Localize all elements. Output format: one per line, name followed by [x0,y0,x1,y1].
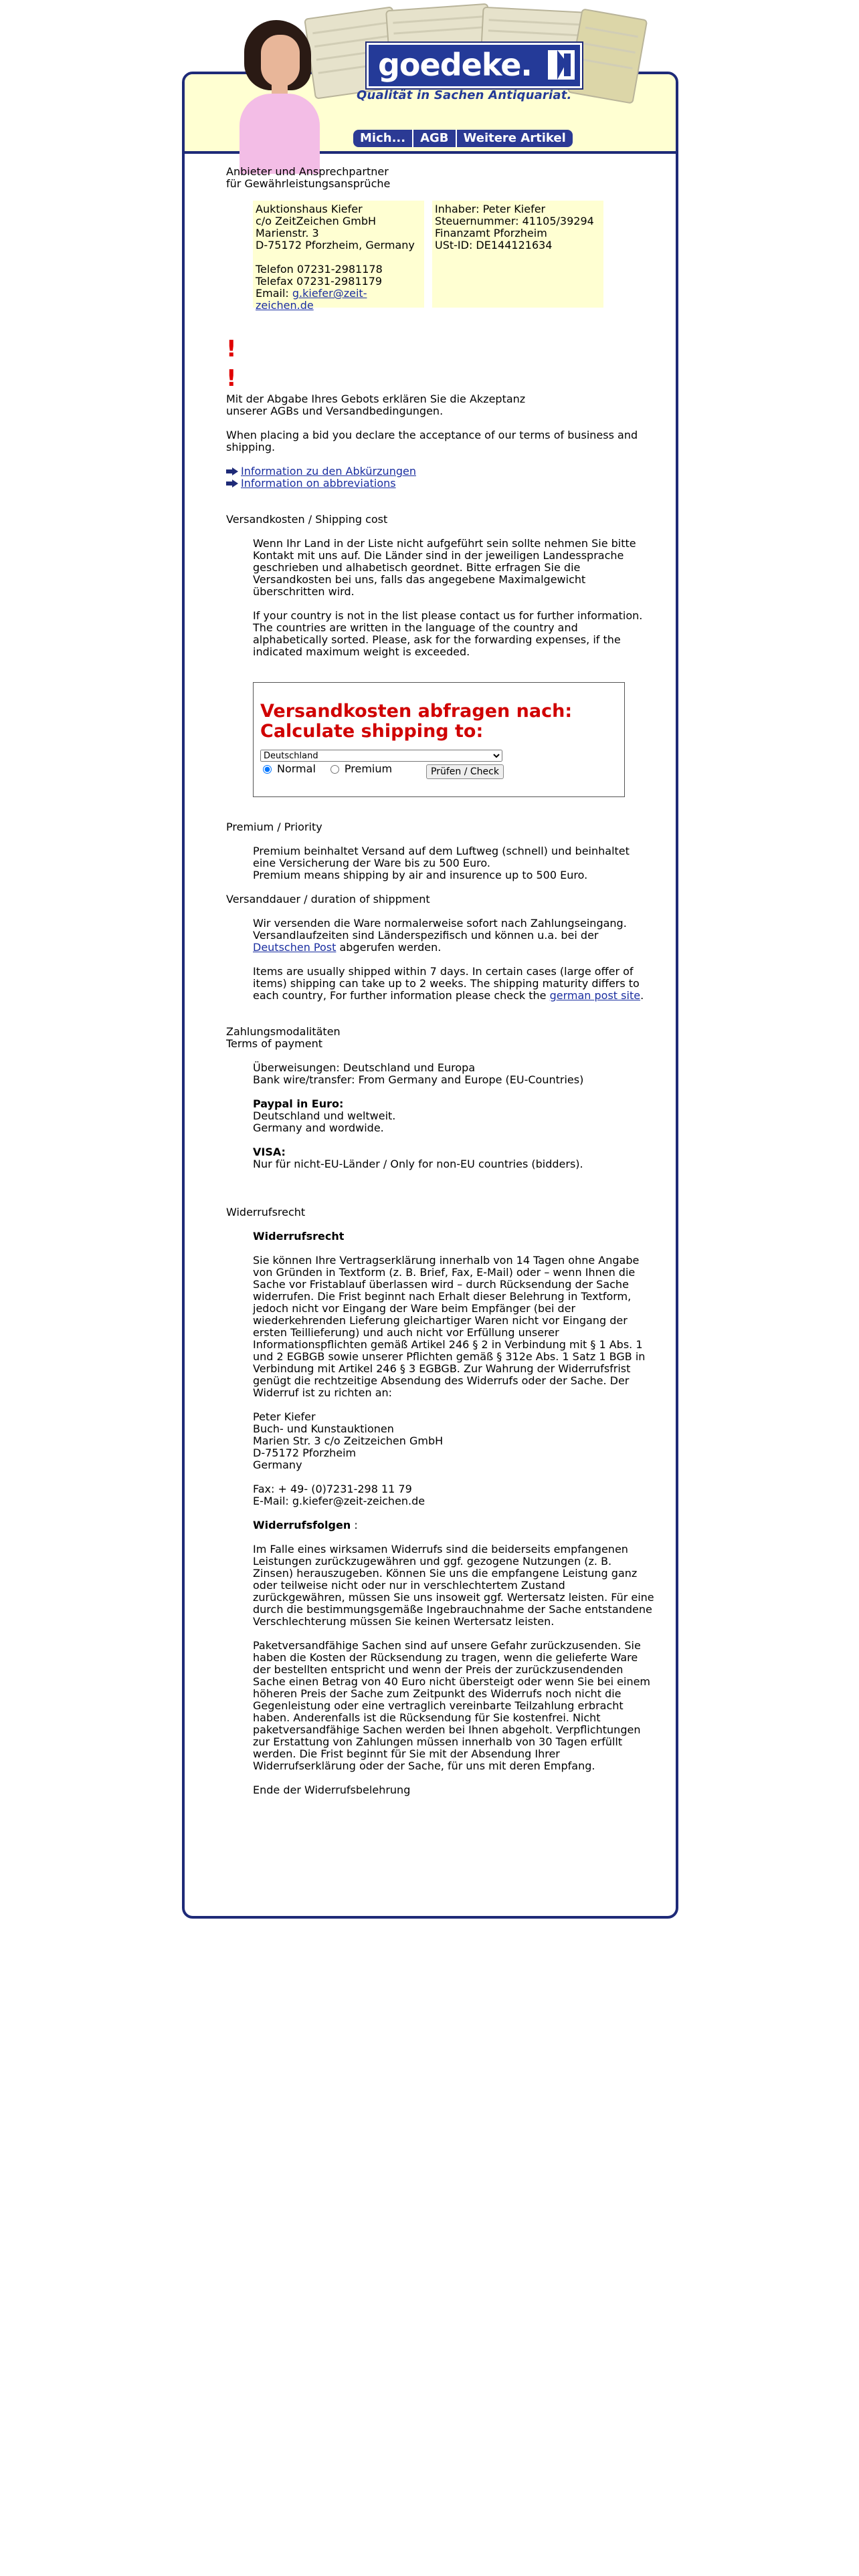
shipping-calc-title-en: Calculate shipping to: [260,721,484,742]
nav-item-agb[interactable]: AGB [413,130,456,147]
duration-en-text: Items are usually shipped within 7 days. In certain cases (large offer of items) shipping can take up to 2 weeks. The shipping maturity differs to each country, For further information please check the [253,965,640,1002]
notice-de-line-1: Mit der Abgabe Ihres Gebots erklären Sie die Akzeptanz [226,393,526,405]
visa-text: Nur für nicht-EU-Länder / Only for non-EU countries (bidders). [253,1158,583,1170]
main-nav [353,130,573,147]
visa-title-text: VISA: [253,1146,286,1158]
imprint-address-box [253,201,424,312]
deutsche-post-link[interactable]: Deutschen Post [253,941,337,954]
radio-premium[interactable] [330,765,339,774]
premium-heading: Premium / Priority [226,821,322,833]
visa-title [253,1146,654,1158]
payment-heading: Zahlungsmodalitäten [226,1025,341,1038]
site-header [0,0,859,160]
exclamation-icon: ! [226,365,237,392]
duration-text-de [253,918,654,954]
tax-number: Steuernummer: 41105/39294 [435,215,594,227]
imprint-legal-box [432,201,603,308]
consequences-title-text: Widerrufsfolgen [253,1519,351,1531]
paypal-title-text: Paypal in Euro: [253,1097,344,1110]
shipping-heading: Versandkosten / Shipping cost [226,513,388,526]
withdrawal-title-text: Widerrufsrecht [253,1230,345,1243]
owner: Inhaber: Peter Kiefer [435,203,546,215]
shipping-text-de: Wenn Ihr Land in der Liste nicht aufgeführt sein sollte nehmen Sie bitte Kontakt mit uns auf. Die Länder sind in der jeweiligen Landessprache geschrieben und alhabetisch geordnet. Bitte erfragen Sie die Versandkosten bei uns, falls das angegebene Maximalgewicht überschritten wird. [253,537,636,598]
company-name: Auktionshaus Kiefer [256,203,363,215]
shipping-text-en: If your country is not in the list please contact us for further information. The countries are written in the language of the country and alphabetically sorted. Please, ask for the forwarding expenses, if the indicated maximum weight is exceeded. [253,609,643,658]
withdrawal-address-2: Buch- und Kunstauktionen [253,1422,394,1435]
withdrawal-end: Ende der Widerrufsbelehrung [253,1784,411,1796]
shipping-calc-title: Versandkosten abfragen nach: [260,701,573,722]
transfer-de: Überweisungen: Deutschland und Europa [253,1061,476,1074]
consequences-text-2: Paketversandfähige Sachen sind auf unsere Gefahr zurückzusenden. Sie haben die Kosten der Rücksendung zu tragen, wenn die gelieferte Ware der bestellten entspricht und wenn der Preis der zurückzusendenden Sache einen Betrag von 40 Euro nicht übersteigt oder wenn Sie bei einem höheren Preis der Sache zum Zeitpunkt des Widerrufs noch nicht die Gegenleistung oder eine vertraglich vereinbarte Teilzahlung erbracht haben. Anderenfalls ist die Rücksendung für Sie kostenfrei. Nicht paketversandfähige Sachen werden bei Ihnen abgeholt. Verpflichtungen zur Erstattung von Zahlungen müssen innerhalb von 30 Tagen erfüllt werden. Die Frist beginnt für Sie mit der Absendung Ihrer Widerrufserklärung oder der Sache, für uns mit deren Empfang. [253,1639,651,1772]
german-post-link[interactable]: german post site [549,989,641,1002]
withdrawal-address-1: Peter Kiefer [253,1410,316,1423]
tagline: Qualität in Sachen Antiquariat. [357,88,572,102]
imprint-table [253,201,654,312]
provider-heading: Anbieter und Ansprechpartner [226,165,389,178]
premium-text-en: Premium means shipping by air and insurence up to 500 Euro. [253,869,588,881]
duration-de-text-end: abgerufen werden. [336,941,442,954]
woman-photo [234,20,321,160]
company-city: D-75172 Pforzheim, Germany [256,239,415,251]
consequences-title [253,1519,654,1531]
transfer-en: Bank wire/transfer: From Germany and Europe (EU-Countries) [253,1073,584,1086]
withdrawal-fax: Fax: + 49- (0)7231-298 11 79 [253,1483,412,1495]
withdrawal-email: E-Mail: g.kiefer@zeit-zeichen.de [253,1495,425,1507]
duration-en-text-end: . [640,989,644,1002]
email-link[interactable]: g.kiefer@zeit-zeichen.de [256,287,367,312]
vat-id: USt-ID: DE144121634 [435,239,553,251]
duration-de-text: Wir versenden die Ware normalerweise sofort nach Zahlungseingang. Versandlaufzeiten sind Länderspezifisch und können u.a. bei der [253,917,627,942]
withdrawal-title [253,1230,654,1243]
abbreviations-link-en[interactable]: Information on abbreviations [241,477,396,490]
abbreviations-link-de[interactable]: Information zu den Abkürzungen [241,465,416,477]
nav-item-weitere-artikel[interactable]: Weitere Artikel [457,130,573,147]
main-content [226,166,654,1796]
logo-book-icon [548,50,575,80]
logo-text: goedeke. [378,47,532,83]
radio-normal-label: Normal [277,762,316,775]
exclamation-icon: ! [226,336,237,362]
notice-de-line-2: unserer AGBs und Versandbedingungen. [226,405,444,417]
duration-heading: Versanddauer / duration of shippment [226,893,430,905]
tax-office: Finanzamt Pforzheim [435,227,547,239]
withdrawal-text: Sie können Ihre Vertragserklärung innerhalb von 14 Tagen ohne Angabe von Gründen in Textform (z. B. Brief, Fax, E-Mail) oder – wenn Ihnen die Sache vor Fristablauf überlassen wird – durch Rücksendung der Sache widerrufen. Die Frist beginnt nach Erhalt dieser Belehrung in Textform, jedoch nicht vor Eingang der Ware beim Empfänger (bei der wiederkehrenden Lieferung gleichartiger Waren nicht vor Eingang der ersten Teillieferung) und auch nicht vor Erfüllung unserer Informationspflichten gemäß Artikel 246 § 2 in Verbindung mit § 1 Abs. 1 und 2 EGBGB sowie unserer Pflichten gemäß § 312e Abs. 1 Satz 1 BGB in Verbindung mit Artikel 246 § 3 EGBGB. Zur Wahrung der Widerrufsfrist genügt die rechtzeitige Absendung des Widerrufs oder der Sache. Der Widerruf ist zu richten an: [253,1254,646,1399]
abbreviations-link-en-row [226,477,654,490]
notice-en: When placing a bid you declare the acceptance of our terms of business and shipping. [226,429,638,453]
withdrawal-address-5: Germany [253,1459,302,1471]
company-street: Marienstr. 3 [256,227,319,239]
company-phone: Telefon 07231-2981178 [256,263,383,276]
provider-heading-2: für Gewährleistungsansprüche [226,177,391,190]
company-fax: Telefax 07231-2981179 [256,275,383,288]
abbreviations-link-de-row [226,465,654,477]
duration-text-en [253,966,654,1002]
company-co: c/o ZeitZeichen GmbH [256,215,377,227]
nav-item-mich[interactable]: Mich... [353,130,413,147]
shipping-calculator [253,682,625,797]
logo [367,43,582,88]
paypal-en: Germany and wordwide. [253,1121,384,1134]
arrow-right-icon [226,479,238,488]
consequences-text-1: Im Falle eines wirksamen Widerrufs sind die beiderseits empfangenen Leistungen zurückzugewähren und ggf. gezogene Nutzungen (z. B. Zinsen) herauszugeben. Können Sie uns die empfangene Leistung ganz oder teilweise nicht oder nur in verschlechtertem Zustand zurückgewähren, müssen Sie uns insoweit ggf. Wertersatz leisten. Für eine durch die bestimmungsgemäße Ingebrauchnahme der Sache entstandene Verschlechterung müssen Sie keinen Wertersatz leisten. [253,1543,654,1628]
check-button[interactable]: Prüfen / Check [426,764,504,779]
country-select[interactable] [260,750,502,762]
consequences-colon: : [351,1519,358,1531]
payment-heading-en: Terms of payment [226,1037,322,1050]
withdrawal-address-3: Marien Str. 3 c/o Zeitzeichen GmbH [253,1434,444,1447]
radio-premium-label: Premium [344,762,393,775]
arrow-right-icon [226,467,238,475]
shipping-type-radios [260,763,392,775]
withdrawal-address-4: D-75172 Pforzheim [253,1446,357,1459]
paypal-title [253,1098,654,1110]
radio-normal[interactable] [263,765,272,774]
email-label: Email: [256,287,289,300]
paypal-de: Deutschland und weltweit. [253,1109,396,1122]
withdrawal-heading: Widerrufsrecht [226,1206,306,1218]
premium-text-de: Premium beinhaltet Versand auf dem Luftweg (schnell) und beinhaltet eine Versicherung der Ware bis zu 500 Euro. [253,845,630,869]
